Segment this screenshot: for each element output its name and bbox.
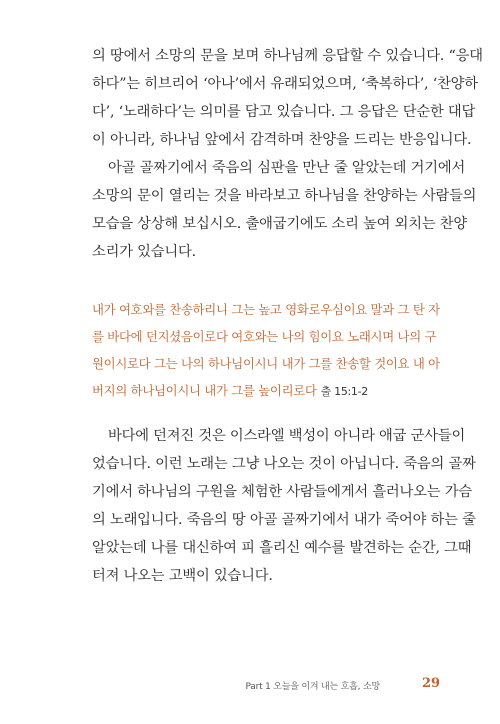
text-line: 기에서 하나님의 구원을 체험한 사람들에게서 흘러나오는 가슴 [92,484,472,500]
text-line: 모습을 상상해 보십시오. 출애굽기에도 소리 높여 외치는 찬양 [92,216,468,232]
quote-line: 를 바다에 던지셨음이로다 여호와는 나의 힘이요 노래시며 나의 구 [92,329,437,344]
body-paragraph-2 [92,154,477,266]
text-line: 하다”는 히브리어 ‘아나’에서 유래되었으며, ‘축복하다’, ‘찬양하 [92,76,478,92]
quote-line: 내가 여호와를 찬송하리니 그는 높고 영화로우심이요 말과 그 탄 자 [92,302,440,317]
scripture-reference: 출 15:1-2 [320,385,369,398]
text-line: 의 땅에서 소망의 문을 보며 하나님께 응답할 수 있습니다. “응대 [92,48,483,64]
text-line: 소리가 있습니다. [92,244,196,260]
text-line: 터져 나오는 고백이 있습니다. [92,568,273,584]
page-footer [0,676,500,696]
body-paragraph-1 [92,42,483,154]
scripture-quote [92,296,440,405]
page-number: 29 [422,676,441,691]
text-line: 의 노래입니다. 죽음의 땅 아골 골짜기에서 내가 죽어야 하는 줄 [92,512,476,528]
text-line: 었습니다. 이런 노래는 그냥 나오는 것이 아닙니다. 죽음의 골짜 [92,456,476,472]
text-line: 바다에 던져진 것은 이스라엘 백성이 아니라 애굽 군사들이 [108,428,466,444]
quote-line-text: 버지의 하나님이시니 내가 그를 높이리로다 [92,383,317,398]
text-line: 소망의 문이 열리는 것을 바라보고 하나님을 찬양하는 사람들의 [92,188,477,204]
quote-line-last [92,377,422,405]
running-title: Part 1 오늘을 이겨 내는 호흡, 소망 [245,682,380,692]
text-line: 알았는데 나를 대신하여 피 흘리신 예수를 발견하는 순간, 그때 [92,540,472,556]
quote-line: 원이시로다 그는 나의 하나님이시니 내가 그를 찬송할 것이요 내 아 [92,356,440,371]
body-paragraph-3 [92,422,476,590]
text-line: 다’, ‘노래하다’는 의미를 담고 있습니다. 그 응답은 단순한 대답 [92,104,476,120]
text-line: 이 아니라, 하나님 앞에서 감격하며 찬양을 드리는 반응입니다. [92,132,472,148]
text-line: 아골 골짜기에서 죽음의 심판을 만난 줄 알았는데 거기에서 [108,160,466,176]
